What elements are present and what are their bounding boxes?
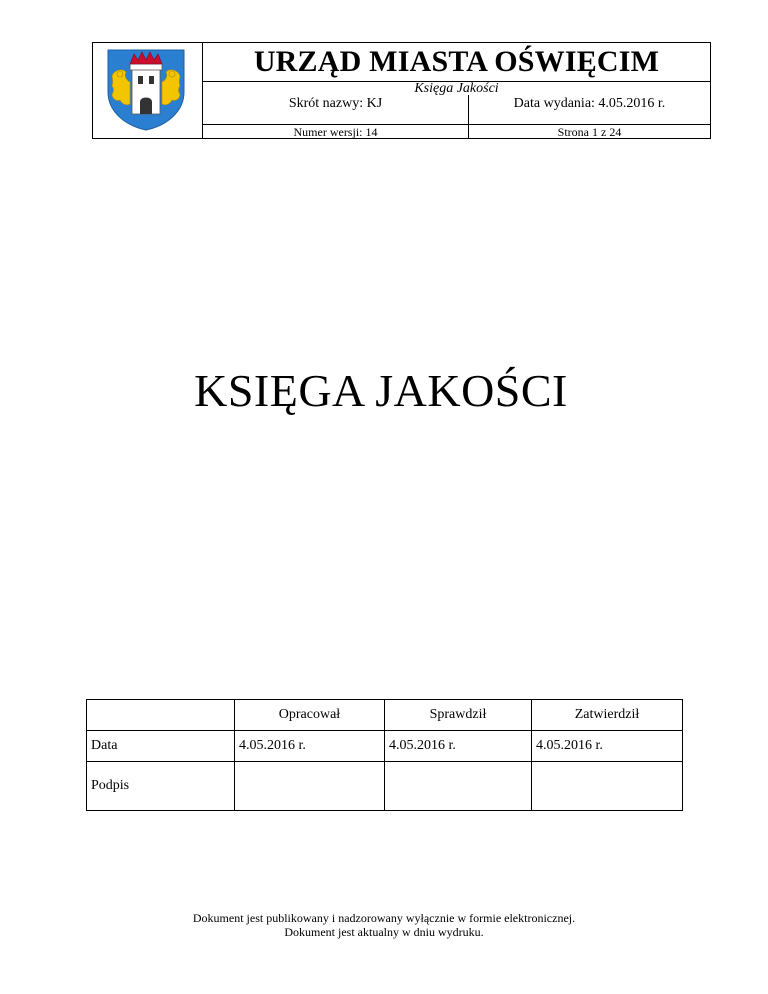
version-number: Numer wersji: 14: [203, 125, 469, 138]
short-name: Skrót nazwy: KJ: [203, 95, 469, 124]
document-subtitle: Księga Jakości: [414, 81, 499, 96]
header-info: [203, 43, 710, 138]
table-header-cell-checked: Sprawdził: [385, 700, 532, 731]
header-row-version: [203, 125, 710, 138]
footer-line-2: Dokument jest aktualny w dniu wydruku.: [284, 925, 484, 939]
footer-line-1: Dokument jest publikowany i nadzorowany wyłącznie w formie elektronicznej.: [192, 911, 576, 925]
organization-name: URZĄD MIASTA OŚWIĘCIM: [203, 43, 710, 82]
date-approved: 4.05.2016 r.: [532, 731, 683, 762]
signature-approved: [532, 762, 683, 811]
table-header-cell-empty: [87, 700, 235, 731]
table-row-date: [87, 731, 683, 762]
table-header-cell-prepared: Opracował: [235, 700, 385, 731]
header-row-meta: [203, 95, 710, 125]
table-row-signature: [87, 762, 683, 811]
date-prepared: 4.05.2016 r.: [235, 731, 385, 762]
approval-table: [86, 699, 683, 811]
logo-cell: [93, 43, 203, 138]
signature-prepared: [235, 762, 385, 811]
date-checked: 4.05.2016 r.: [385, 731, 532, 762]
page-title: KSIĘGA JAKOŚCI: [194, 365, 568, 416]
table-header-cell-approved: Zatwierdził: [532, 700, 683, 731]
coat-of-arms-icon: [100, 46, 192, 132]
document-footer: [0, 911, 768, 939]
signature-checked: [385, 762, 532, 811]
issue-date: Data wydania: 4.05.2016 r.: [513, 96, 666, 111]
signature-label: Podpis: [87, 762, 235, 811]
date-label: Data: [87, 731, 235, 762]
document-header: [92, 42, 711, 139]
table-header-row: [87, 700, 683, 731]
page-number: Strona 1 z 24: [557, 125, 622, 139]
